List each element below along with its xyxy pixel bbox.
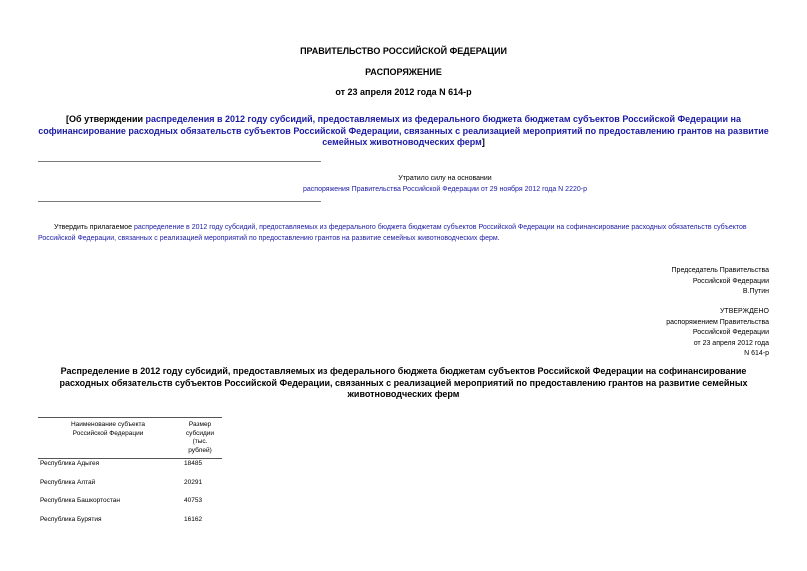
- header-size-line-1: Размер: [188, 421, 212, 428]
- distribution-table: [38, 417, 222, 533]
- lost-force-label: Утратило силу на основании: [398, 175, 492, 182]
- signature-position: Председатель Правительства: [671, 267, 769, 274]
- approved-line-5: N 614-р: [744, 350, 769, 357]
- subsidy-value: 20291: [184, 478, 203, 486]
- table-row: [38, 515, 222, 534]
- header-region-name: [38, 418, 178, 459]
- government-heading: ПРАВИТЕЛЬСТВО РОССИЙСКОЙ ФЕДЕРАЦИИ: [300, 46, 507, 56]
- document-date-number: от 23 апреля 2012 года N 614-р: [335, 87, 472, 97]
- lost-force-link[interactable]: распоряжения Правительства Российской Федерации от 29 ноября 2012 года N 2220-р: [303, 186, 587, 193]
- table-header-row: [38, 418, 222, 459]
- signature-block: [672, 266, 769, 298]
- approved-line-2: распоряжением Правительства: [666, 318, 769, 326]
- subsidy-value: 16162: [184, 515, 203, 523]
- header-size-line-3: (тыс.: [192, 438, 208, 445]
- region-name: Республика Алтай: [40, 478, 96, 486]
- subsidy-value: 40753: [184, 497, 203, 504]
- distribution-title: Распределение в 2012 году субсидий, предоставляемых из федерального бюджета бюджетам субъектов Российской Федерации на софинансирование расходных обязательств субъектов Российской Федерации, связанных с реализацией мероприятий по предоставлению грантов на развитие семейных животноводческих ферм: [59, 366, 748, 399]
- title-suffix: ]: [481, 137, 485, 147]
- approved-line-4: от 23 апреля 2012 года: [693, 339, 769, 347]
- table-row: [38, 478, 222, 497]
- table-row: [38, 459, 222, 478]
- region-name: Республика Башкортостан: [40, 497, 120, 504]
- document-type-heading: РАСПОРЯЖЕНИЕ: [365, 67, 442, 77]
- table-row: [38, 496, 222, 515]
- intro-suffix: .: [497, 235, 500, 242]
- document-title: [38, 114, 769, 149]
- divider-top: [38, 161, 321, 162]
- title-link[interactable]: распределения в 2012 году субсидий, предоставляемых из федерального бюджета бюджетам субъектов Российской Федерации на софинансирование расходных обязательств субъектов Российской Федерации, связанных с реализацией мероприятий по предоставлению грантов на развитие семейных животноводческих ферм: [38, 114, 769, 147]
- approved-line-3: Российской Федерации: [692, 329, 769, 336]
- header-size-line-4: рублей): [188, 446, 212, 454]
- header-subsidy-size: [178, 418, 222, 459]
- divider-bottom: [38, 201, 321, 202]
- lost-force-note: [245, 173, 645, 195]
- signature-name: В.Путин: [742, 288, 769, 295]
- intro-link[interactable]: распределение в 2012 году субсидий, предоставляемых из федерального бюджета бюджетам субъектов Российской Федерации на софинансирование расходных обязательств субъектов Российской Федерации, связанных с реализацией мероприятий по предоставлению грантов на развитие семейных животноводческих ферм: [38, 224, 747, 242]
- subsidy-value: 18485: [184, 460, 203, 467]
- header-region-line-2: Российской Федерации: [72, 429, 144, 437]
- signature-position-2: Российской Федерации: [692, 277, 769, 285]
- approved-label: УТВЕРЖДЕНО: [719, 308, 769, 315]
- intro-prefix: Утвердить прилагаемое: [54, 224, 135, 231]
- header-region-line-1: Наименование субъекта: [70, 421, 146, 428]
- approved-block: [666, 307, 769, 360]
- header-size-line-2: субсидии: [185, 429, 215, 437]
- region-name: Республика Бурятия: [40, 515, 102, 523]
- title-prefix: [Об утверждении: [66, 114, 146, 124]
- intro-paragraph: [38, 222, 769, 244]
- region-name: Республика Адыгея: [40, 460, 100, 467]
